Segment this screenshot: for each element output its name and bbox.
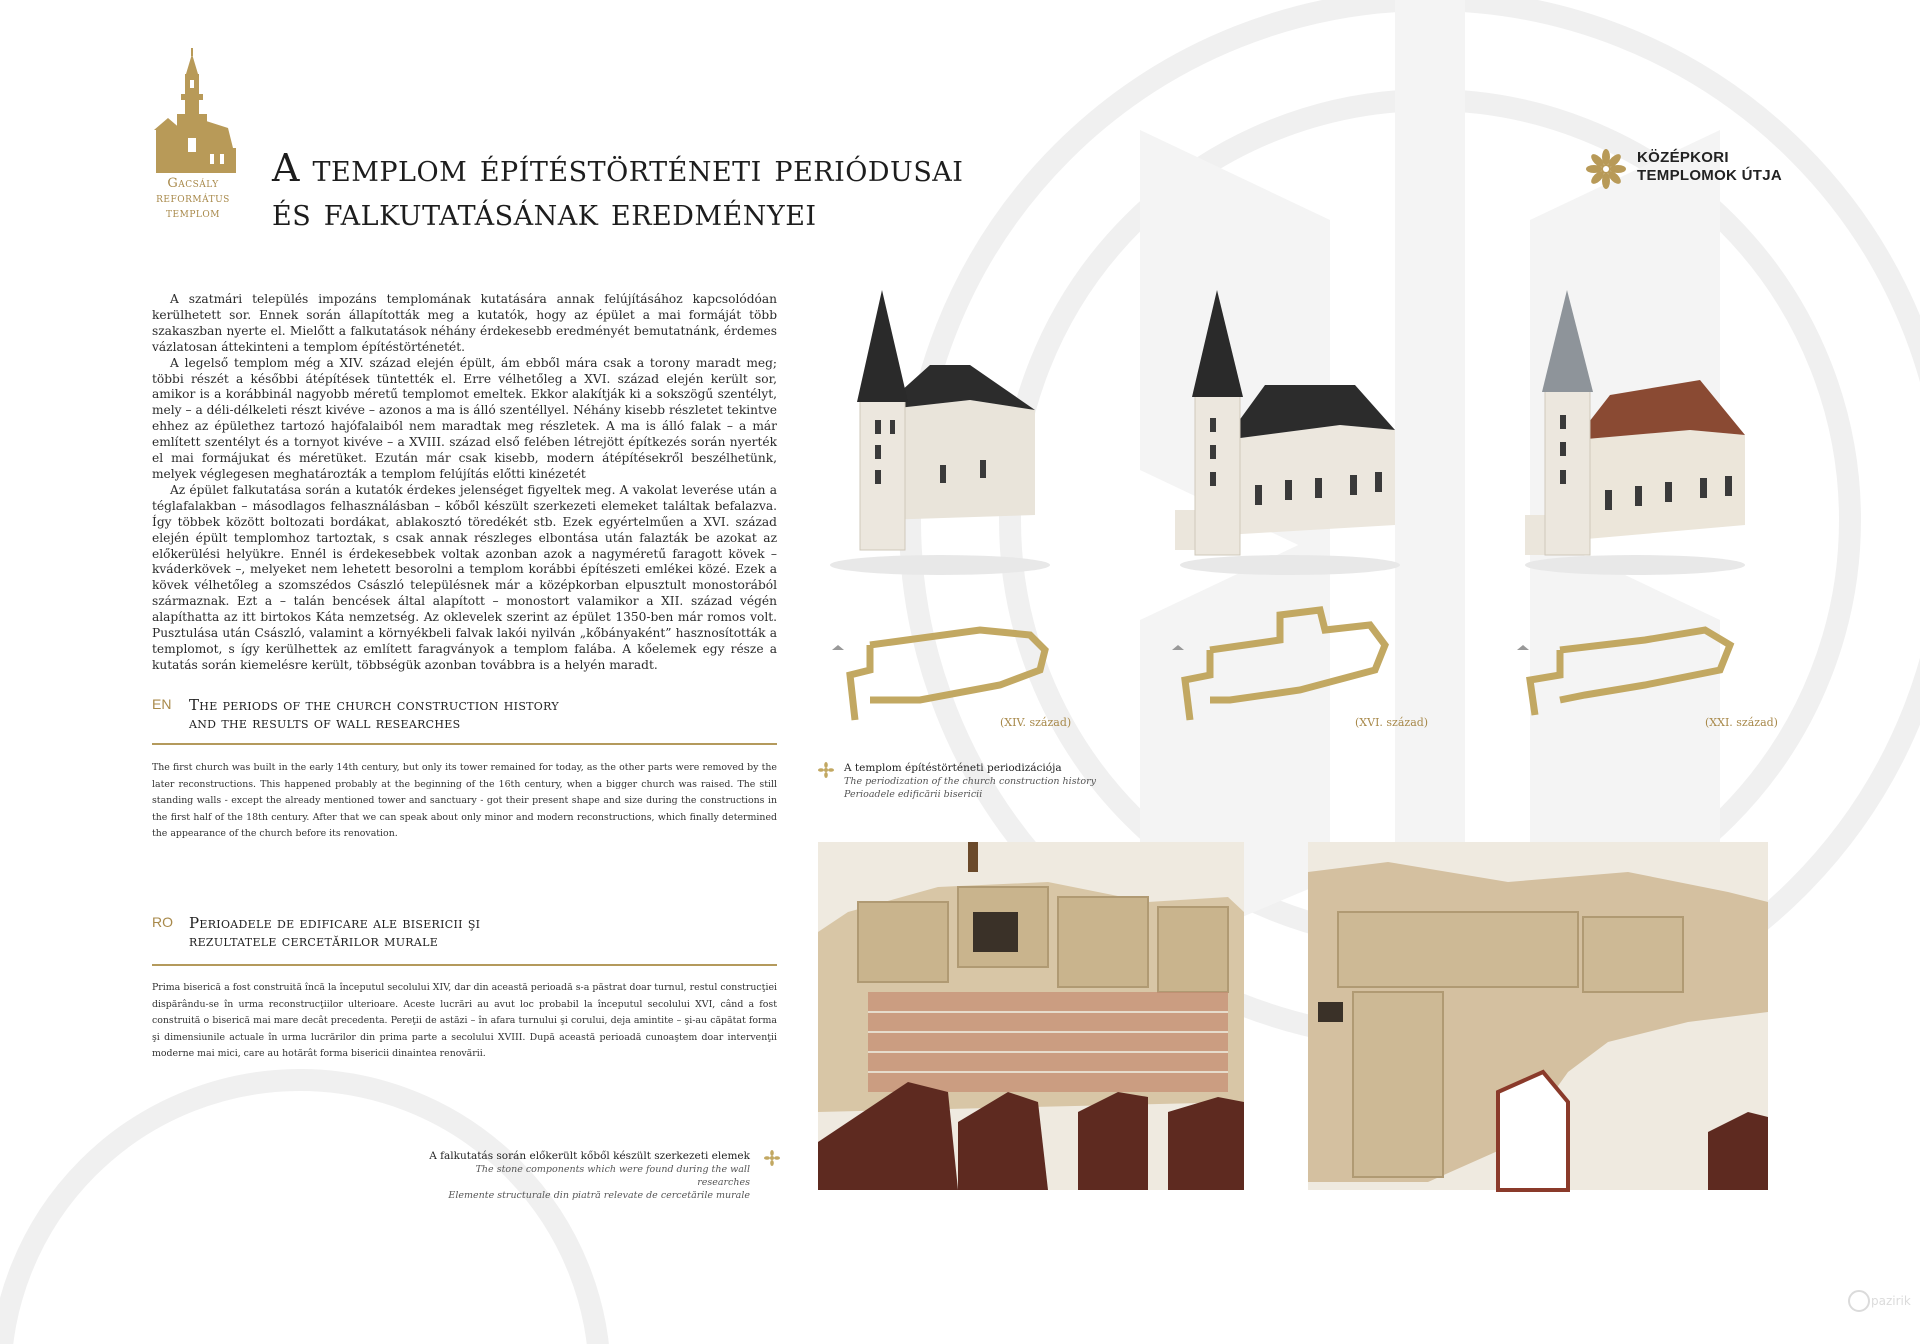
pazirik-watermark-icon <box>1847 1283 1911 1319</box>
en-section-heading <box>152 696 777 736</box>
logo-caption-line: Gacsály <box>167 176 219 191</box>
caption-ro: Elemente structurale din piatră relevate de cercetările murale <box>448 1190 750 1201</box>
caption-ro: Perioadele edificării bisericii <box>844 789 983 800</box>
route-line: KÖZÉPKORI <box>1637 149 1729 166</box>
ro-section-heading <box>152 914 777 954</box>
page-title <box>272 146 1032 234</box>
wall-photo-right <box>1308 842 1768 1190</box>
main-text <box>152 292 777 674</box>
rosette-bullet-icon <box>818 762 834 778</box>
en-title-line: The periods of the church construction history <box>189 696 559 714</box>
period-label: (XVI. század) <box>1355 716 1429 729</box>
ro-title-line: rezultatele cercetărilor murale <box>189 932 439 950</box>
route-line: TEMPLOMOK ÚTJA <box>1637 167 1783 184</box>
caption-en: The stone components which were found during the wall researches <box>475 1164 750 1188</box>
caption-hu: A templom építéstörténeti periodizációja <box>844 762 1062 774</box>
section-divider <box>152 964 777 966</box>
title-line: A templom építéstörténeti periódusai <box>272 146 964 190</box>
paragraph: Az épület falkutatása során a kutatók érdekes jelenséget figyeltek meg. A vakolat leverése után a téglafalakban – másodlagos felhasználásban – kőből készült szerkezeti elemeket találtak befalazva. Így többek között boltozati bordákat, ablakosztó töredékét stb. Ezek egyértelműen a XVI. század elején épült templomhoz tartoztak, s csak annak részleges elbontása után falazták be azokat az előkerülési helyükre. Ennél is érdekesebbek voltak azonban azok a nagyméretű faragott kövek – kváderkövek –, melyeket nem lehetett besorolni a templom korábbi építészeti emlékei közé. Ezek a kövek vélhetőleg a szomszédos Császló településnek már a középkorban elpusztult monostorából származnak. Ezt a – talán bencések által alapított – monostort valamikor a XII. század végén alapíthatta az itt birtokos Káta nemzetség. Az oklevelek szerint az épület 1350-ben már romos volt. Pusztulása után Császló, valamint a környékbeli falvak lakói nyilván „kőbányaként” hasznosították a templomot, s így kerülhettek az említett faragványok a templom falába. A kőelemek egy része a kutatás során kiemelésre került, többségük azonban továbbra is a helyén maradt. <box>152 482 777 672</box>
church-render-16th-century <box>1170 290 1400 580</box>
language-code: RO <box>152 914 173 930</box>
logo-caption-line: református <box>156 191 230 206</box>
rosette-bullet-icon <box>764 1150 780 1166</box>
photo-caption <box>420 1150 750 1202</box>
wall-photo-left <box>818 842 1244 1190</box>
period-label: (XIV. század) <box>1000 716 1072 729</box>
caption-en: The periodization of the church construction history <box>844 776 1097 787</box>
ro-title-line: Perioadele de edificare ale bisericii şi <box>189 914 481 932</box>
church-logo-icon <box>148 48 238 173</box>
paragraph: A szatmári település impozáns templomának kutatására annak felújításához kapcsolódóan kerülhetett sor. Ennek során állapították meg a kutatók, hogy az épület a mai formáját több szakaszban nyerte el. Mielőtt a falkutatások néhány érdekesebb eredményét bemutatnánk, érdemes vázlatosan áttekinteni a templom építéstörténetét. <box>152 292 777 354</box>
church-render-14th-century <box>820 290 1050 580</box>
caption-hu: A falkutatás során előkerült kőből készült szerkezeti elemek <box>429 1150 750 1162</box>
section-divider <box>152 743 777 745</box>
paragraph: A legelső templom még a XIV. század elején épült, ám ebből mára csak a torony maradt meg; többi részét a későbbi átépítések tüntették el. Erre vélhetőleg a XVI. század elején került sor, amikor is a korábbinál nagyobb méretű templomot emeltek. Ekkor alakítják ki a sokszögű szentélyt, mely – a déli-délkeleti részt kivéve – azonos a ma is álló szentéllyel. Néhány kisebb részletet tekintve ehhez az épülethez tartozó hajófalaiból nem maradtak meg részletek. A ma is álló falak – a már említett szentélyt és a tornyot kivéve – a XVIII. század első felében létrejött építkezés során nyerték el mai formájukat és méretüket. Ezután már csak kisebb, modern átépítésekről beszélhetünk, melyek véglegesen meghatározták a templom felújítás előtti kinézetét <box>152 355 777 481</box>
church-render-21st-century <box>1515 290 1745 580</box>
watermark-text: pazirik <box>1871 1294 1911 1308</box>
en-text: The first church was built in the early 14th century, but only its tower remained for today, as the other parts were removed by the later reconstructions. This happened probably at the beginning of the 16th century, when a bigger church was raised. The still standing walls - except the already mentioned tower and sanctuary - got their present shape and size during the constructions in the first half of the 18th century. After that we can speak about only minor and modern reconstructions, which finally determined the appearance of the church before its renovation. <box>152 762 777 839</box>
periodization-caption <box>844 762 1204 801</box>
title-line: és falkutatásának eredményei <box>272 190 817 234</box>
en-title-line: and the results of wall researches <box>189 714 461 732</box>
period-label: (XXI. század) <box>1705 716 1778 729</box>
logo-caption-line: templom <box>166 206 220 221</box>
language-code: EN <box>152 696 172 712</box>
logo-caption <box>138 176 248 221</box>
ro-text: Prima biserică a fost construită încă la începutul secolului XIV, dar din această perioadă s-a păstrat doar turnul, restul construcţiei dispărându-se în urma reconstrucţiilor ulterioare. Aceste lucrări au avut loc probabil la începutul secolului XVI, când a fost construită o biserică mai mare decât precedenta. Pereţii de astăzi – în afara turnului şi corului, deja amintite – şi-au căpătat forma şi dimensiunile actuale în urma lucrărilor din prima parte a secolului XVIII. După această perioadă cunoaştem doar intervenţii moderne mai mici, care au hotărât forma bisericii dinaintea renovării. <box>152 982 777 1059</box>
route-logo-text <box>1637 149 1782 185</box>
